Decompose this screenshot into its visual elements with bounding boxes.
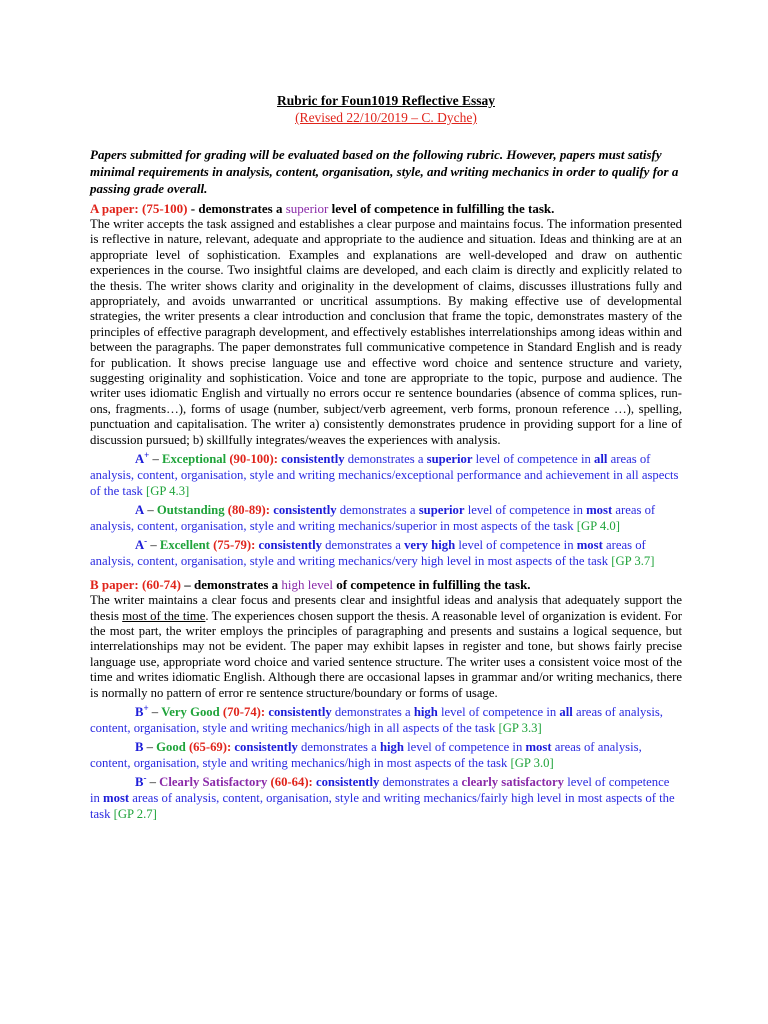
b-paper-description: The writer maintains a clear focus and presents clear and insightful ideas and analysis that adequately support the thesis most of the time. The experiences chosen support the thesis. A reasonable level of organization is evident. For the most part, the writer employs the principles of paragraphing and presents and sustains a logical sequence, but interrelationships may not be evident. The paper may exhibit lapses in register and tone, but shows fairly precise language use, appropriate word choice and varied sentence structure. The writer uses a consistent voice most of the time and writes idiomatic English. Although there are occasional lapses in grammar and/or writing mechanics, there is normally no pattern of error re sentence structure/boundary or forms of usage.	[90, 593, 682, 700]
grade-a-minus: A- – Excellent (75-79): consistently demonstrates a very high level of competence in most areas of analysis, content, organisation, style and writing mechanics/very high level in most aspects of the task [GP 3.7]	[90, 535, 655, 569]
document-page	[90, 92, 682, 822]
a-paper-description: The writer accepts the task assigned and establishes a clear purpose and maintains focus. The information presented is reflective in nature, relevant, adequate and appropriate to the audience and situation. Ideas and thinking are at an appropriate level of sophistication. Examples and explanations are well-developed and draw on authentic experiences in the course. Two insightful claims are developed, and each claim is directly and explicitly related to the thesis. The writer shows clarity and originality in the development of claims, discusses illustrations fully and appropriately, and avoids unwarranted or uncritical assumptions. By making effective use of developmental strategies, the writer presents a clear introduction and conclusion that frame the topic, demonstrates mastery of the principles of effective paragraph development, and effectively establishes interrelationships among ideas within and between the paragraphs. The paper demonstrates full communicative competence in Standard English and is ready for publication. It shows precise language use and effective word choice and sentence structure and variety, suggesting originality and sophistication. Voice and tone are appropriate to the topic, purpose and audience. The writer uses idiomatic English and virtually no errors occur re sentence boundaries (absence of comma splices, run-ons, fragments…), forms of usage (number, subject/verb agreement, verb forms, pronoun reference …), spelling, punctuation and capitalisation. The writer a) consistently demonstrates prudence in providing support for a line of discussion pursued; b) skillfully integrates/weaves the experiences with analysis.	[90, 217, 682, 447]
grade-a: A – Outstanding (80-89): consistently demonstrates a superior level of competence in most areas of analysis, content, organisation, style and writing mechanics/superior in most aspects of the task [GP 4.0]	[90, 503, 656, 534]
intro-paragraph: Papers submitted for grading will be evaluated based on the following rubric. However, papers must satisfy minimal requirements in analysis, content, organisation, style, and writing mechanics in order to qualify for a passing grade overall.	[90, 147, 679, 196]
grade-a-plus: A+ – Exceptional (90-100): consistently demonstrates a superior level of competence in all areas of analysis, content, organisation, style and writing mechanics/exceptional performance and achievement in all aspects of the task [GP 4.3]	[90, 449, 679, 499]
revised-note: (Revised 22/10/2019 – C. Dyche)	[295, 110, 477, 125]
grade-b-minus: B- – Clearly Satisfactory (60-64): consistently demonstrates a clearly satisfactory level of competence in most areas of analysis, content, organisation, style and writing mechanics/fairly high level in most aspects of the task [GP 2.7]	[90, 772, 675, 821]
doc-title: Rubric for Foun1019 Reflective Essay	[277, 93, 495, 108]
a-paper-heading: A paper: (75-100) - demonstrates a superior level of competence in fulfilling the task.	[90, 201, 555, 216]
grade-b-plus: B+ – Very Good (70-74): consistently demonstrates a high level of competence in all areas of analysis, content, organisation, style and writing mechanics/high in all aspects of the task [GP 3.3]	[90, 702, 663, 735]
b-paper-heading: B paper: (60-74) – demonstrates a high level of competence in fulfilling the task.	[90, 577, 531, 593]
grade-b: B – Good (65-69): consistently demonstrates a high level of competence in most areas of analysis, content, organisation, style and writing mechanics/high in most aspects of the task [GP 3.0]	[90, 739, 642, 770]
